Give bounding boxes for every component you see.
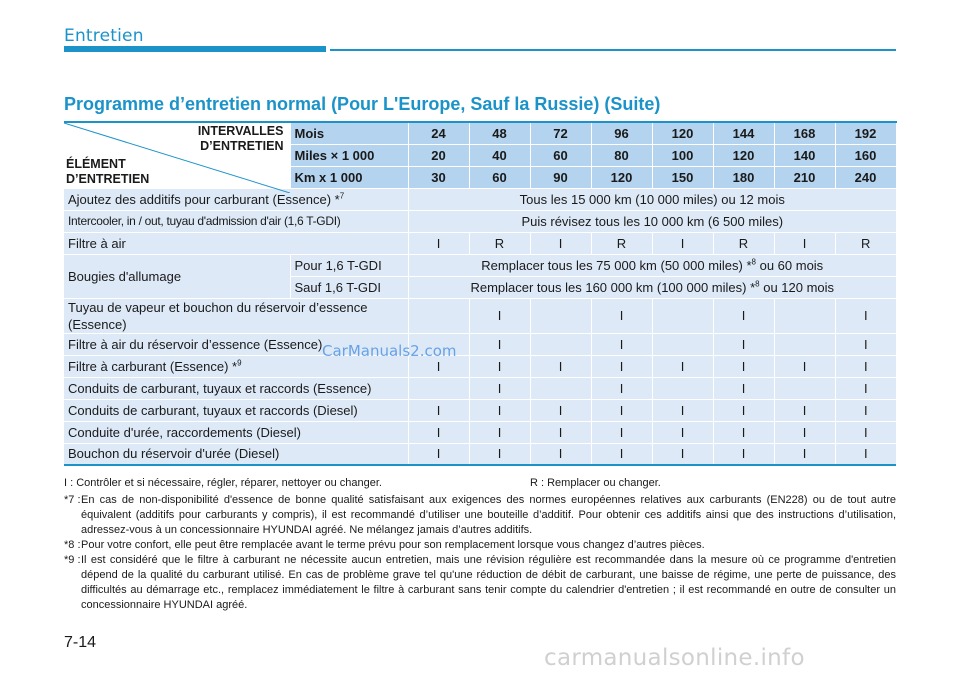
maintenance-cell	[652, 333, 713, 355]
maintenance-cell: I	[530, 232, 591, 254]
maintenance-cell: R	[591, 232, 652, 254]
footnote	[64, 553, 896, 613]
table-row	[64, 421, 896, 443]
maintenance-cell: I	[774, 421, 835, 443]
interval-value: 60	[530, 144, 591, 166]
maintenance-item: Filtre à air	[64, 232, 408, 254]
maintenance-item: Bouchon du réservoir d'urée (Diesel)	[64, 443, 408, 465]
maintenance-cell	[774, 377, 835, 399]
maintenance-cell: I	[652, 232, 713, 254]
maintenance-cell: I	[469, 377, 530, 399]
footnote	[64, 538, 896, 553]
maintenance-cell: I	[591, 355, 652, 377]
interval-value: 210	[774, 166, 835, 188]
maintenance-cell: I	[835, 298, 896, 333]
maintenance-cell: I	[591, 298, 652, 333]
interval-value: 240	[835, 166, 896, 188]
maintenance-schedule-text: Remplacer tous les 160 000 km (100 000 miles) *$^8$ ou 120 mois	[408, 276, 896, 298]
footer-site-link[interactable]: carmanualsonline.info	[544, 645, 805, 671]
element-header-label: ÉLÉMENT D’ENTRETIEN	[66, 156, 150, 186]
maintenance-item: Conduits de carburant, tuyaux et raccords (Diesel)	[64, 399, 408, 421]
maintenance-cell: I	[713, 399, 774, 421]
interval-unit: Km x 1 000	[290, 166, 408, 188]
maintenance-cell: I	[530, 421, 591, 443]
maintenance-cell	[530, 377, 591, 399]
maintenance-item: Ajoutez des additifs pour carburant (Essence) *$^7$	[64, 188, 408, 210]
maintenance-cell	[652, 298, 713, 333]
maintenance-cell: I	[591, 399, 652, 421]
maintenance-cell: I	[713, 355, 774, 377]
table-row	[64, 298, 896, 333]
maintenance-cell: I	[469, 399, 530, 421]
footnote-text: En cas de non-disponibilité d'essence de bonne qualité satisfaisant aux exigences des normes européennes relatives aux carburants (EN228) ou de tout autre équivalent (additifs pour carburants y compris), il est recommandé d’utiliser une bouteille d’additif. Pour obtenir ces additifs ainsi que des instructions d’utilisation, adressez-vous à un concessionnaire HYUNDAI agréé. Ne mélangez jamais d’autres additifs.	[81, 494, 896, 536]
maintenance-cell: I	[408, 232, 469, 254]
maintenance-item: Filtre à air du réservoir d’essence (Essence)	[64, 333, 408, 355]
maintenance-cell: I	[469, 298, 530, 333]
interval-value: 180	[713, 166, 774, 188]
maintenance-cell: I	[408, 399, 469, 421]
footnotes	[64, 493, 896, 613]
maintenance-cell: I	[591, 443, 652, 465]
maintenance-subitem: Sauf 1,6 T-GDI	[290, 276, 408, 298]
table-row	[64, 232, 896, 254]
interval-value: 120	[713, 144, 774, 166]
watermark: CarManuals2.com	[322, 342, 457, 360]
interval-value: 120	[591, 166, 652, 188]
maintenance-cell: I	[713, 443, 774, 465]
maintenance-item: Tuyau de vapeur et bouchon du réservoir d’essence (Essence)	[64, 298, 408, 333]
interval-value: 120	[652, 122, 713, 144]
maintenance-cell: R	[713, 232, 774, 254]
maintenance-cell: I	[408, 421, 469, 443]
maintenance-cell: I	[713, 333, 774, 355]
maintenance-cell: R	[469, 232, 530, 254]
interval-value: 96	[591, 122, 652, 144]
interval-header-label: INTERVALLES D’ENTRETIEN	[197, 124, 284, 153]
footnote-key: *9 :	[64, 554, 81, 566]
maintenance-cell: I	[408, 355, 469, 377]
page-title: Programme d’entretien normal (Pour L'Europe, Sauf la Russie) (Suite)	[64, 94, 661, 114]
maintenance-item: Conduite d'urée, raccordements (Diesel)	[64, 421, 408, 443]
interval-value: 80	[591, 144, 652, 166]
footnote-text: Pour votre confort, elle peut être remplacée avant le terme prévu pour son remplacement lorsque vous changez d’autres pièces.	[81, 539, 705, 551]
maintenance-cell	[652, 377, 713, 399]
maintenance-cell: I	[774, 355, 835, 377]
maintenance-cell: R	[835, 232, 896, 254]
maintenance-cell: I	[835, 399, 896, 421]
interval-value: 140	[774, 144, 835, 166]
maintenance-cell: I	[530, 355, 591, 377]
table-row	[64, 210, 896, 232]
table-row	[64, 333, 896, 355]
maintenance-cell: I	[408, 443, 469, 465]
interval-value: 160	[835, 144, 896, 166]
maintenance-cell: I	[774, 443, 835, 465]
maintenance-cell: I	[713, 421, 774, 443]
maintenance-cell: I	[591, 333, 652, 355]
maintenance-table	[64, 121, 897, 466]
interval-value: 168	[774, 122, 835, 144]
maintenance-cell: I	[835, 355, 896, 377]
maintenance-cell	[408, 377, 469, 399]
maintenance-cell: I	[652, 421, 713, 443]
interval-value: 72	[530, 122, 591, 144]
legend-replace: R : Remplacer ou changer.	[530, 477, 661, 489]
table-row	[64, 399, 896, 421]
maintenance-cell: I	[652, 399, 713, 421]
table-row	[64, 443, 896, 465]
maintenance-item: Conduits de carburant, tuyaux et raccords (Essence)	[64, 377, 408, 399]
maintenance-item: Intercooler, in / out, tuyau d'admission d'air (1,6 T-GDI)	[64, 210, 408, 232]
maintenance-cell: I	[713, 377, 774, 399]
interval-value: 144	[713, 122, 774, 144]
maintenance-cell: I	[469, 333, 530, 355]
table-row	[64, 355, 896, 377]
interval-value: 100	[652, 144, 713, 166]
interval-value: 48	[469, 122, 530, 144]
maintenance-cell	[530, 298, 591, 333]
maintenance-cell: I	[774, 232, 835, 254]
section-label: Entretien	[64, 26, 144, 46]
section-rule-thin	[330, 49, 896, 51]
page-number: 7-14	[64, 634, 97, 651]
maintenance-cell	[774, 333, 835, 355]
maintenance-cell	[530, 333, 591, 355]
interval-value: 90	[530, 166, 591, 188]
maintenance-cell: I	[774, 399, 835, 421]
maintenance-cell: I	[469, 421, 530, 443]
maintenance-cell: I	[835, 377, 896, 399]
interval-unit: Mois	[290, 122, 408, 144]
interval-row-months	[64, 122, 896, 144]
maintenance-cell: I	[530, 443, 591, 465]
maintenance-cell: I	[835, 421, 896, 443]
maintenance-cell: I	[835, 333, 896, 355]
interval-value: 192	[835, 122, 896, 144]
maintenance-cell: I	[835, 443, 896, 465]
footnote-text: Il est considéré que le filtre à carburant ne nécessite aucun entretien, mais une révision régulière est recommandée dans la mesure où ce programme d'entretien dépend de la qualité du carburant utilisé. En cas de problème grave tel qu'une réduction de débit de carburant, une baisse de régime, une perte de puissance, des difficultés au démarrage etc., remplacez immédiatement le filtre à carburant sans tenir compte du calendrier d'entretien ; il est recommandé en outre de consulter un concessionnaire HYUNDAI agréé.	[81, 554, 896, 611]
maintenance-schedule-text: Remplacer tous les 75 000 km (50 000 miles) *$^8$ ou 60 mois	[408, 254, 896, 276]
maintenance-cell	[774, 298, 835, 333]
footnote-key: *7 :	[64, 494, 81, 506]
table-row	[64, 254, 896, 276]
maintenance-cell: I	[652, 355, 713, 377]
legend-inspect: I : Contrôler et si nécessaire, régler, réparer, nettoyer ou changer.	[64, 477, 382, 489]
maintenance-subitem: Pour 1,6 T-GDI	[290, 254, 408, 276]
maintenance-cell	[408, 298, 469, 333]
maintenance-cell: I	[591, 421, 652, 443]
maintenance-cell: I	[469, 443, 530, 465]
maintenance-cell: I	[530, 399, 591, 421]
maintenance-item: Filtre à carburant (Essence) *$^9$	[64, 355, 408, 377]
maintenance-cell: I	[652, 443, 713, 465]
footnote	[64, 493, 896, 538]
footnote-key: *8 :	[64, 539, 81, 551]
table-row	[64, 377, 896, 399]
interval-value: 150	[652, 166, 713, 188]
table-corner-header	[64, 122, 290, 188]
interval-value: 24	[408, 122, 469, 144]
interval-value: 40	[469, 144, 530, 166]
interval-value: 20	[408, 144, 469, 166]
section-rule-thick	[64, 46, 326, 52]
interval-value: 60	[469, 166, 530, 188]
maintenance-cell: I	[713, 298, 774, 333]
maintenance-cell: I	[591, 377, 652, 399]
maintenance-schedule-text: Puis révisez tous les 10 000 km (6 500 miles)	[408, 210, 896, 232]
interval-unit: Miles × 1 000	[290, 144, 408, 166]
maintenance-schedule-text: Tous les 15 000 km (10 000 miles) ou 12 mois	[408, 188, 896, 210]
interval-value: 30	[408, 166, 469, 188]
maintenance-cell: I	[469, 355, 530, 377]
maintenance-item: Bougies d'allumage	[64, 254, 290, 298]
